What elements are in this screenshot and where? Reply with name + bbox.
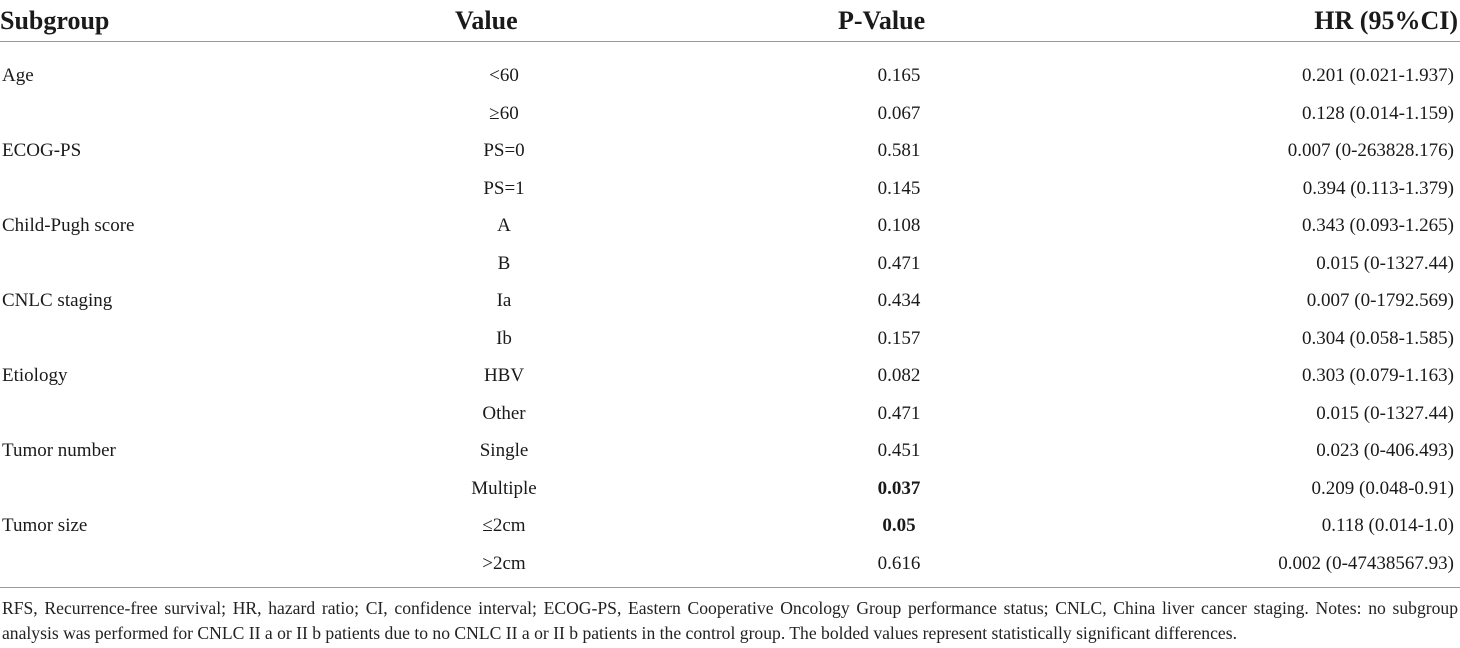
- cell-p-value: 0.108: [877, 215, 921, 237]
- cell-subgroup: CNLC staging: [2, 290, 113, 312]
- cell-subgroup: ECOG-PS: [2, 140, 82, 162]
- cell-value: <60: [489, 65, 519, 86]
- cell-p-value: 0.082: [877, 365, 921, 387]
- cell-hr-ci: 0.343 (0.093-1.265): [1302, 215, 1454, 237]
- cell-p-value: 0.471: [877, 402, 921, 424]
- cell-value: B: [497, 252, 511, 274]
- cell-value: A: [497, 215, 511, 237]
- table-row: [0, 433, 1460, 471]
- cell-value: Other: [482, 402, 526, 424]
- cell-subgroup: [0, 545, 360, 583]
- cell-hr-ci: 0.118 (0.014-1.0): [1321, 515, 1454, 537]
- cell-hr-ci: 0.015 (0-1327.44): [1316, 252, 1454, 274]
- header-hr-ci: HR (95%CI): [1160, 0, 1460, 42]
- cell-subgroup: Age: [2, 65, 34, 86]
- cell-p-value: 0.157: [877, 327, 921, 349]
- table-row: [0, 470, 1460, 508]
- cell-p-value: 0.581: [877, 140, 921, 162]
- cell-hr-ci: 0.015 (0-1327.44): [1316, 402, 1454, 424]
- table-row: [0, 245, 1460, 283]
- table-row: [0, 95, 1460, 133]
- table-row: [0, 320, 1460, 358]
- table-row: [0, 508, 1460, 546]
- header-value: Value: [360, 0, 650, 42]
- cell-subgroup: Etiology: [2, 365, 68, 387]
- cell-value: ≥60: [489, 102, 519, 124]
- table-row: [0, 42, 1460, 96]
- table-row: [0, 358, 1460, 396]
- cell-p-value: 0.616: [877, 552, 921, 574]
- cell-p-value: 0.05: [882, 515, 916, 537]
- cell-hr-ci: 0.201 (0.021-1.937): [1302, 65, 1454, 86]
- table-bottom-rule: [0, 587, 1460, 588]
- cell-value: HBV: [483, 365, 525, 387]
- cell-hr-ci: 0.303 (0.079-1.163): [1302, 365, 1454, 387]
- table-row: [0, 395, 1460, 433]
- cell-subgroup: [0, 245, 360, 283]
- table-row: [0, 283, 1460, 321]
- cell-hr-ci: 0.002 (0-47438567.93): [1278, 552, 1454, 574]
- cell-value: Multiple: [471, 477, 537, 499]
- cell-hr-ci: 0.007 (0-1792.569): [1306, 290, 1454, 312]
- header-p-value: P-Value: [650, 0, 1160, 42]
- table-body: [0, 42, 1460, 583]
- cell-subgroup: [0, 95, 360, 133]
- cell-value: PS=1: [483, 177, 525, 199]
- table-footnote: RFS, Recurrence-free survival; HR, hazard ratio; CI, confidence interval; ECOG-PS, Eastern Cooperative Oncology Group performance status; CNLC, China liver cancer staging. Notes: no subgroup analysis was performed for CNLC II a or II b patients due to no CNLC II a or II b patients in the control group. The bolded values represent statistically significant differences.: [2, 598, 1458, 643]
- cell-value: Ia: [496, 290, 512, 312]
- header-subgroup: Subgroup: [0, 0, 360, 42]
- cell-p-value: 0.451: [877, 440, 921, 462]
- cell-value: PS=0: [483, 140, 525, 162]
- cell-p-value: 0.165: [877, 65, 921, 86]
- cell-value: >2cm: [482, 552, 526, 574]
- table-row: [0, 133, 1460, 171]
- cell-p-value: 0.145: [877, 177, 921, 199]
- cell-p-value: 0.471: [877, 252, 921, 274]
- cell-hr-ci: 0.128 (0.014-1.159): [1302, 102, 1454, 124]
- cell-hr-ci: 0.023 (0-406.493): [1316, 440, 1454, 462]
- cell-p-value: 0.434: [877, 290, 921, 312]
- cell-p-value: 0.037: [877, 477, 921, 499]
- cell-subgroup: Child-Pugh score: [2, 215, 135, 237]
- table-row: [0, 170, 1460, 208]
- cell-hr-ci: 0.394 (0.113-1.379): [1302, 177, 1454, 199]
- cell-subgroup: [0, 470, 360, 508]
- cell-hr-ci: 0.304 (0.058-1.585): [1302, 327, 1454, 349]
- table-row: [0, 208, 1460, 246]
- cell-hr-ci: 0.007 (0-263828.176): [1287, 140, 1454, 162]
- header-row: [0, 0, 1460, 42]
- table-header: [0, 0, 1460, 42]
- cell-subgroup: Tumor number: [2, 440, 116, 462]
- cell-hr-ci: 0.209 (0.048-0.91): [1311, 477, 1454, 499]
- cell-subgroup: Tumor size: [2, 515, 88, 537]
- cell-p-value: 0.067: [877, 102, 921, 124]
- table-row: [0, 545, 1460, 583]
- cell-value: ≤2cm: [482, 515, 526, 537]
- cell-subgroup: [0, 395, 360, 433]
- cell-value: Ib: [496, 327, 512, 349]
- cell-value: Single: [479, 440, 529, 462]
- cell-subgroup: [0, 170, 360, 208]
- cell-subgroup: [0, 320, 360, 358]
